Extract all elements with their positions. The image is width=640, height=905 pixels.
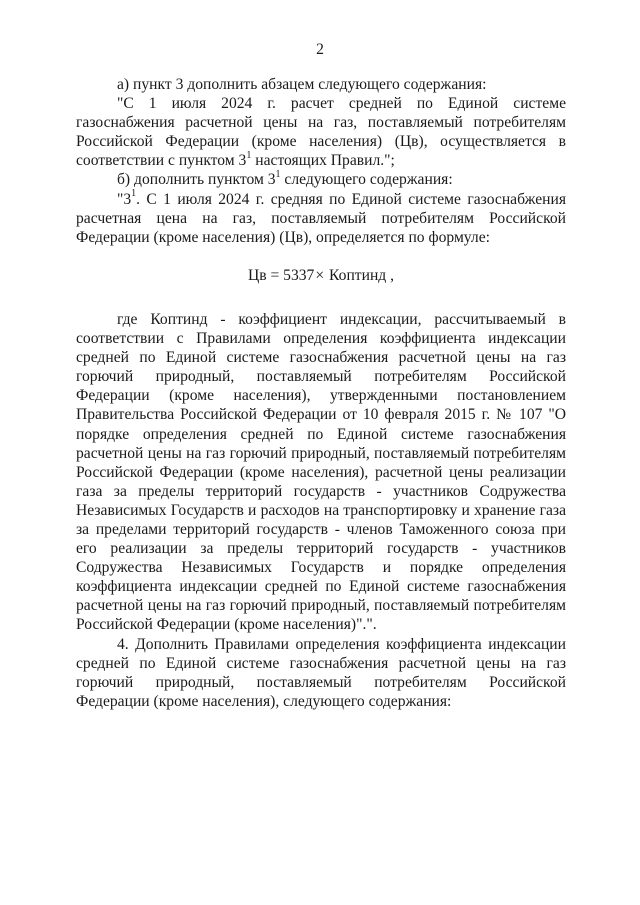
- superscript: 1: [246, 150, 252, 162]
- page-number: 2: [316, 41, 324, 58]
- paragraph-item-4: 4. Дополнить Правилами определения коэффициента индексации средней по Единой системе газоснабжения расчетной цены на газ горючий природный, поставляемый потребителям Российской Федерации (кроме населения), следующего содержания:: [76, 635, 566, 710]
- paragraph-text: "3: [117, 190, 132, 208]
- formula-constant: 5337: [283, 266, 315, 284]
- paragraph-text: следующего содержания:: [280, 171, 453, 189]
- formula-multiply: ×: [315, 266, 325, 284]
- paragraph-item-b: [76, 170, 566, 189]
- paragraph-text: . С 1 июля 2024 г. средняя по Единой системе газоснабжения расчетная цена на газ, поставляемый потребителям Российской Федерации (кроме населения) (Цв), определяется по формуле:: [76, 190, 566, 246]
- paragraph-item-a: а) пункт 3 дополнить абзацем следующего содержания:: [117, 76, 487, 93]
- paragraph-quote-point-3-1: [76, 190, 566, 247]
- paragraph-definition: где Коптинд - коэффициент индексации, рассчитываемый в соответствии с Правилами определения коэффициента индексации средней по Единой системе газоснабжения расчетной цены на газ горючий природный, поставляемый потребителям Российской Федерации (кроме населения), утвержденными постановлением Правительства Российской Федерации от 10 февраля 2015 г. № 107 "О порядке определения средней по Единой системе газоснабжения расчетной цены на газ горючий природный, поставляемый потребителям Российской Федерации (кроме населения), расчетной цены реализации газа за пределы территорий государств - участников Содружества Независимых Государств и расходов на транспортировку и хранение газа за пределами территорий государств - членов Таможенного союза при его реализации за пределы территорий государств - участников Содружества Независимых Государств и порядке определения коэффициента индексации средней по Единой системе газоснабжения расчетной цены на газ горючий природный, поставляемый потребителям Российской Федерации (кроме населения)".".: [76, 310, 566, 634]
- paragraph-quote-point-3: [76, 94, 566, 170]
- paragraph-text: настоящих Правил.";: [251, 152, 395, 170]
- superscript: 1: [275, 169, 281, 181]
- formula-equals: =: [266, 266, 284, 284]
- superscript: 1: [131, 188, 137, 200]
- formula-tail: ,: [386, 266, 395, 284]
- formula-rhs: Коптинд: [325, 266, 387, 284]
- formula: [76, 266, 566, 285]
- paragraph-text: б) дополнить пунктом 3: [117, 171, 276, 189]
- formula-lhs: Цв: [247, 266, 267, 284]
- document-body: [76, 75, 566, 711]
- paragraph-text: "С 1 июля 2024 г. расчет средней по Единой системе газоснабжения расчетной цены на газ, поставляемый потребителям Российской Федерации (кроме населения) (Цв), осуществляется в соответствии с пунктом 3: [76, 95, 566, 170]
